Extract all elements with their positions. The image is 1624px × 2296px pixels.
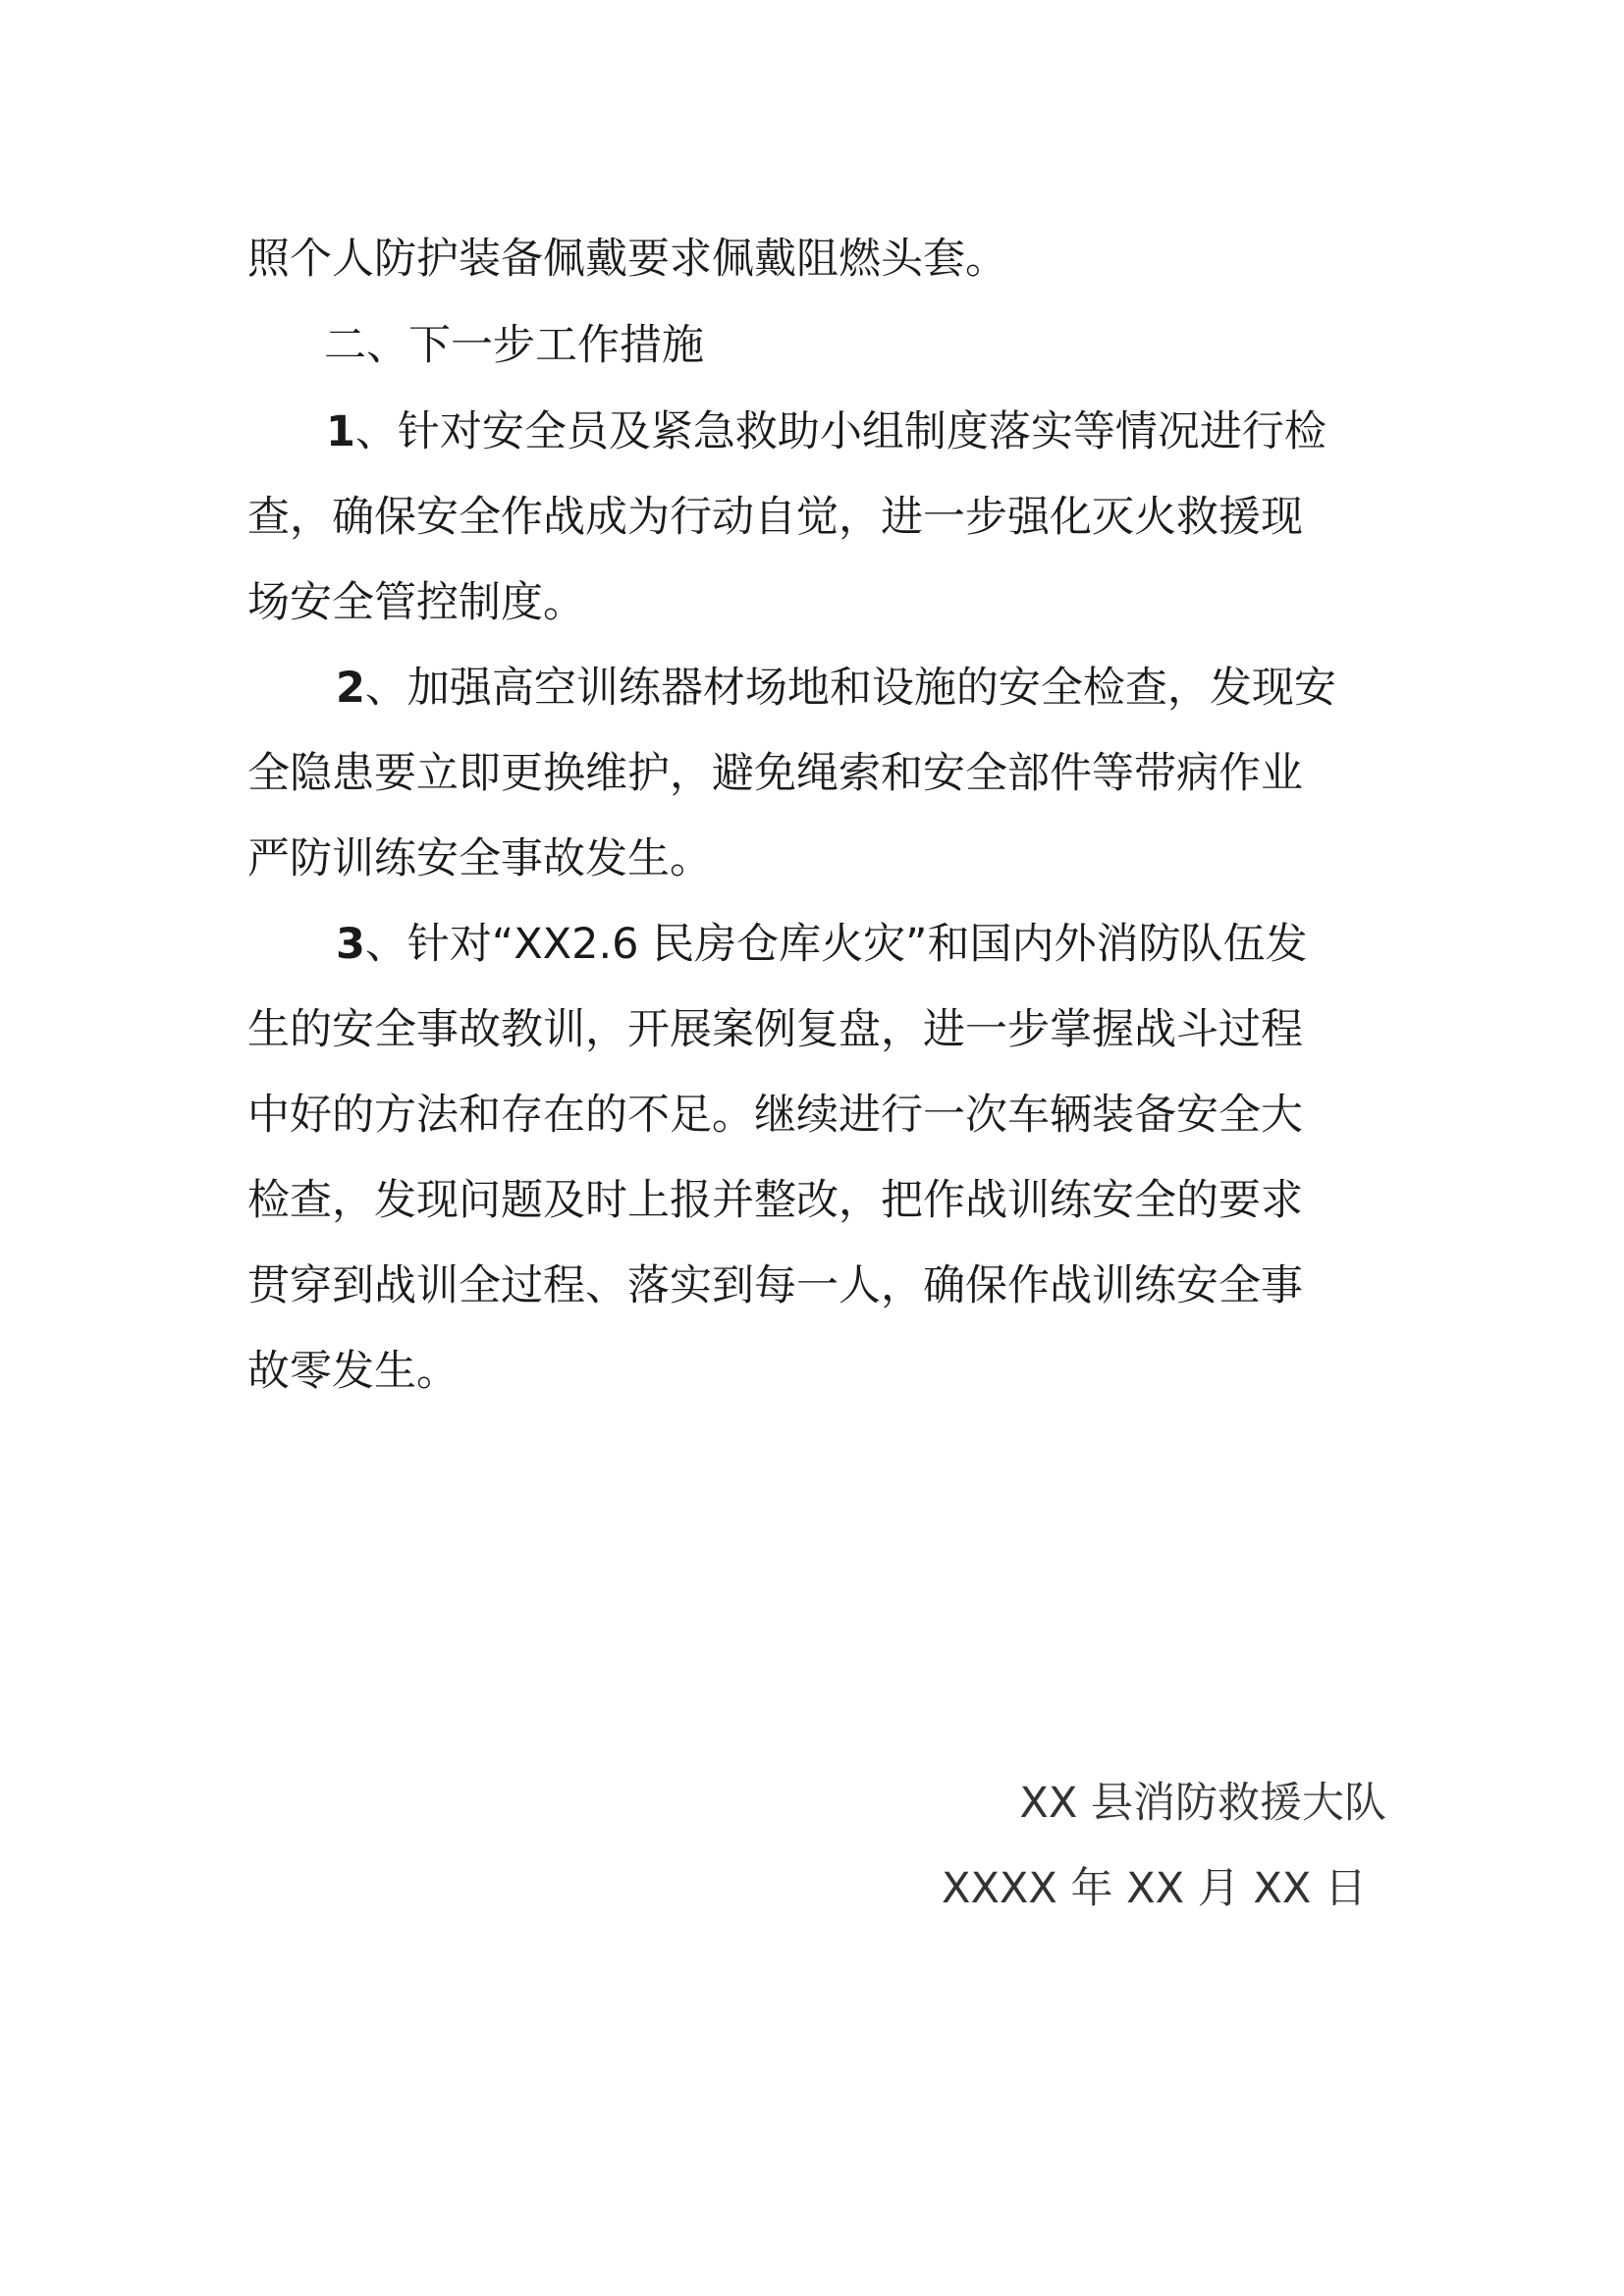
list-item-3-line-4: 检查，发现问题及时上报并整改，把作战训练安全的要求 (247, 1176, 1303, 1225)
list-item-1-line-1 (247, 400, 1386, 463)
list-item-3-line-1 (247, 913, 1386, 976)
item-text: 、加强高空训练器材场地和设施的安全检查，发现安 (364, 664, 1336, 713)
section-heading: 二、下一步工作措施 (324, 321, 704, 370)
list-item-2-line-3: 严防训练安全事故发生。 (247, 834, 712, 883)
continuation-line: 照个人防护装备佩戴要求佩戴阻燃头套。 (247, 235, 1007, 284)
list-item-3-line-6: 故零发生。 (247, 1347, 459, 1396)
list-item-1-line-3: 场安全管控制度。 (247, 578, 585, 627)
item-number: 2 (336, 664, 365, 713)
list-item-3-line-2: 生的安全事故教训，开展案例复盘，进一步掌握战斗过程 (247, 1005, 1303, 1054)
item-number: 3 (336, 920, 365, 969)
signature-date: XXXX 年 XX 月 XX 日 (941, 1864, 1367, 1913)
list-item-3-line-3: 中好的方法和存在的不足。继续进行一次车辆装备安全大 (247, 1091, 1303, 1140)
signature-organization: XX 县消防救援大队 (1019, 1779, 1386, 1828)
list-item-3-line-5: 贯穿到战训全过程、落实到每一人，确保作战训练安全事 (247, 1261, 1303, 1310)
item-text: 、针对安全员及紧急救助小组制度落实等情况进行检 (354, 407, 1326, 456)
list-item-2-line-2: 全隐患要立即更换维护，避免绳索和安全部件等带病作业 (247, 749, 1303, 798)
list-item-1-line-2: 查，确保安全作战成为行动自觉，进一步强化灭火救援现 (247, 493, 1303, 542)
item-number: 1 (326, 407, 355, 456)
list-item-2-line-1 (247, 657, 1386, 720)
item-text: 、针对“XX2.6 民房仓库火灾”和国内外消防队伍发 (364, 920, 1308, 969)
